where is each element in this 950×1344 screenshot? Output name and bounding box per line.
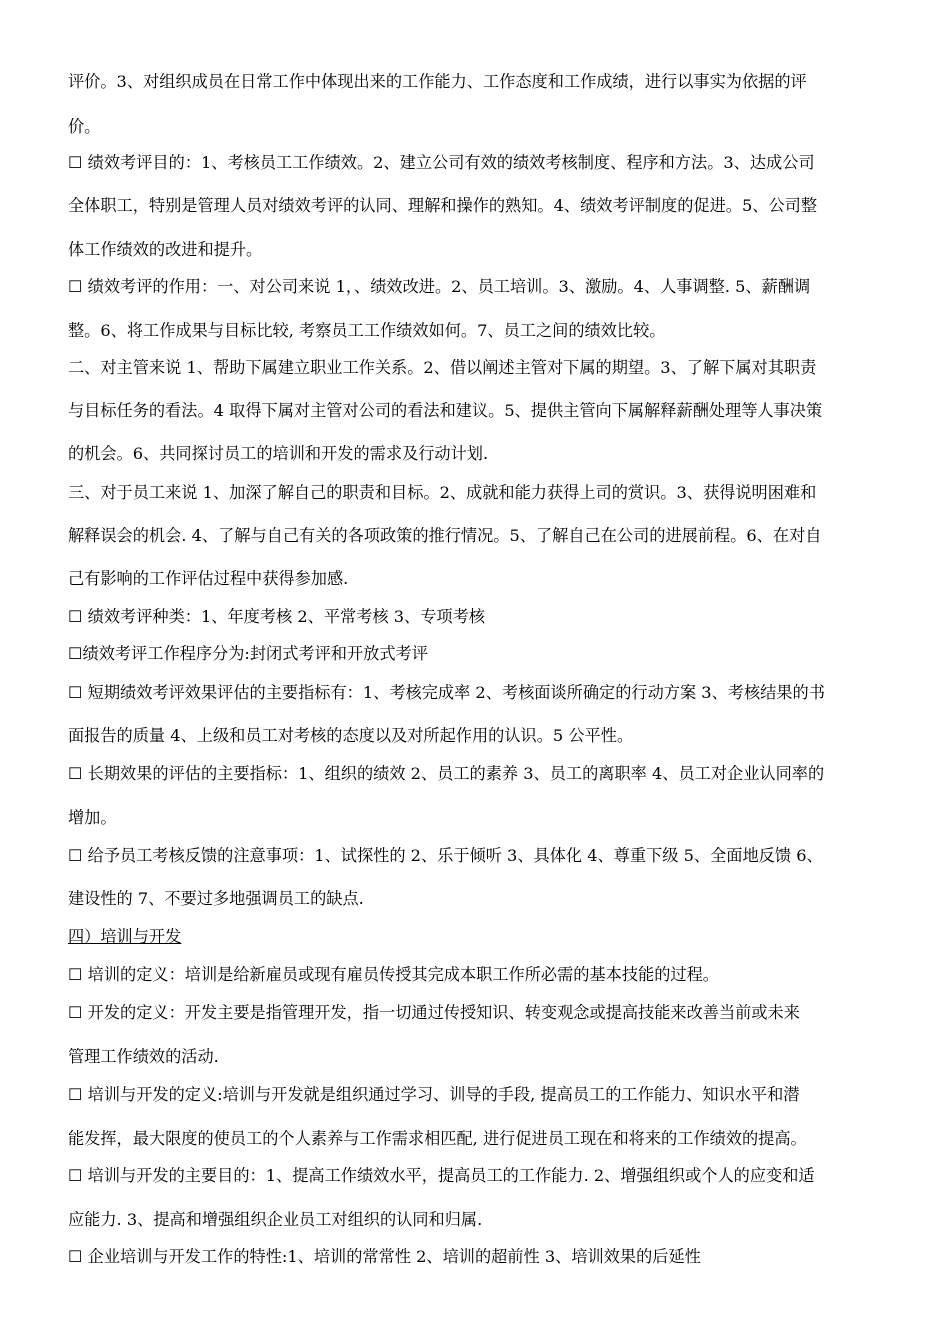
text-line: ☐ 培训与开发的主要目的：1、提高工作绩效水平，提高员工的工作能力. 2、增强组织或个人的应变和适 — [68, 1166, 815, 1185]
text-line: ☐ 短期绩效考评效果评估的主要指标有：1、考核完成率 2、考核面谈所确定的行动方案 3、考核结果的书 — [68, 683, 825, 702]
text-line: 整。6、将工作成果与目标比较, 考察员工工作绩效如何。7、员工之间的绩效比较。 — [68, 321, 666, 340]
text-line: 管理工作绩效的活动. — [68, 1047, 219, 1066]
text-line: ☐ 企业培训与开发工作的特性:1、培训的常常性 2、培训的超前性 3、培训效果的后延性 — [68, 1247, 701, 1266]
text-line: 应能力. 3、提高和增强组织企业员工对组织的认同和归属. — [68, 1210, 483, 1229]
text-line: ☐ 绩效考评目的：1、考核员工工作绩效。2、建立公司有效的绩效考核制度、程序和方法。3、达成公司 — [68, 153, 815, 172]
text-line: ☐ 培训与开发的定义:培训与开发就是组织通过学习、训导的手段, 提高员工的工作能力、知识水平和潜 — [68, 1085, 800, 1104]
text-line: ☐绩效考评工作程序分为:封闭式考评和开放式考评 — [68, 644, 428, 663]
text-line: ☐ 绩效考评的作用：一、对公司来说 1，、绩效改进。2、员工培训。3、激励。4、人事调整. 5、薪酬调 — [68, 277, 811, 296]
text-line: 建设性的 7、不要过多地强调员工的缺点. — [68, 889, 364, 908]
text-line: 二、对主管来说 1、帮助下属建立职业工作关系。2、借以阐述主管对下属的期望。3、了解下属对其职责 — [68, 358, 817, 377]
section-heading: 四）培训与开发 — [68, 927, 182, 946]
text-line: 能发挥，最大限度的使员工的个人素养与工作需求相匹配, 进行促进员工现在和将来的工作绩效的提高。 — [68, 1129, 807, 1148]
text-line: 增加。 — [68, 808, 117, 827]
text-line: ☐ 绩效考评种类：1、年度考核 2、平常考核 3、专项考核 — [68, 607, 485, 626]
text-line: 价。 — [68, 117, 101, 136]
text-line: ☐ 培训的定义：培训是给新雇员或现有雇员传授其完成本职工作所必需的基本技能的过程。 — [68, 965, 719, 984]
text-line: 体工作绩效的改进和提升。 — [68, 240, 263, 259]
text-line: 己有影响的工作评估过程中获得参加感. — [68, 569, 349, 588]
text-line: ☐ 给予员工考核反馈的注意事项：1、试探性的 2、乐于倾听 3、具体化 4、尊重下级 5、全面地反馈 6、 — [68, 846, 823, 865]
text-line: 解释误会的机会. 4、了解与自己有关的各项政策的推行情况。5、了解自己在公司的进展前程。6、在对自 — [68, 526, 822, 545]
text-line: ☐ 长期效果的评估的主要指标：1、组织的绩效 2、员工的素养 3、员工的离职率 4、员工对企业认同率的 — [68, 764, 825, 783]
text-line: 的机会。6、共同探讨员工的培训和开发的需求及行动计划. — [68, 444, 489, 463]
text-line: 全体职工，特别是管理人员对绩效考评的认同、理解和操作的熟知。4、绩效考评制度的促进。5、公司整 — [68, 196, 818, 215]
text-line: 评价。3、对组织成员在日常工作中体现出来的工作能力、工作态度和工作成绩，进行以事实为依据的评 — [68, 72, 807, 91]
text-line: 面报告的质量 4、上级和员工对考核的态度以及对所起作用的认识。5 公平性。 — [68, 726, 634, 745]
text-line: ☐ 开发的定义：开发主要是指管理开发，指一切通过传授知识、转变观念或提高技能来改善当前或未来 — [68, 1003, 800, 1022]
text-line: 与目标任务的看法。4 取得下属对主管对公司的看法和建议。5、提供主管向下属解释薪酬处理等人事决策 — [68, 401, 823, 420]
text-line: 三、对于员工来说 1、加深了解自己的职责和目标。2、成就和能力获得上司的赏识。3、获得说明困难和 — [68, 483, 817, 502]
